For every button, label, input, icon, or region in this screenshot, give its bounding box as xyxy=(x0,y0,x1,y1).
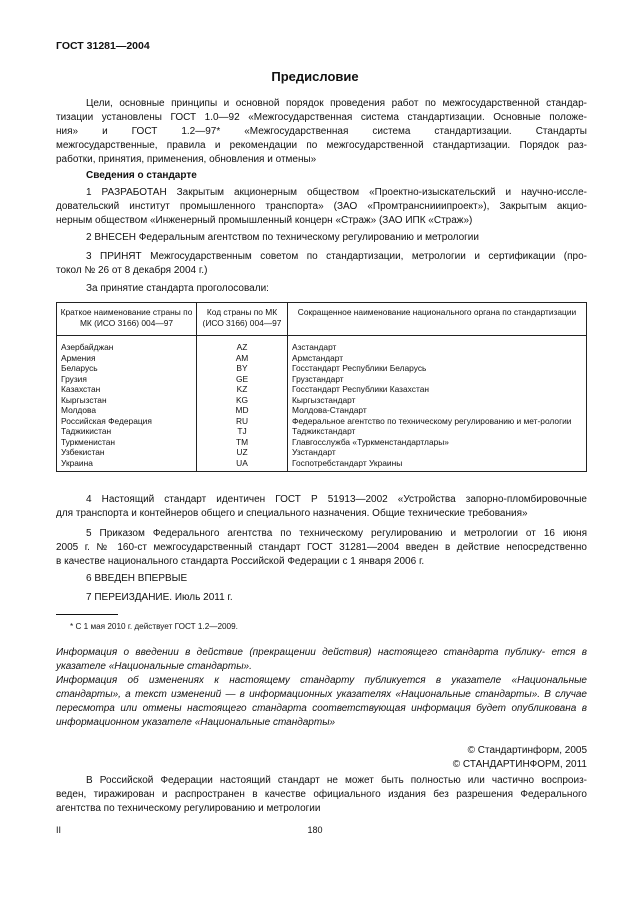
column-header-body: Сокращенное наименование национального органа по стандартизации xyxy=(288,303,587,336)
item-1-line: 1 РАЗРАБОТАН Закрытым акционерным обществом «Проектно-изыскательский и научно-иссле- xyxy=(86,187,587,198)
intro-line: межгосударственные, правила и рекомендации по межгосударственной стандартизации. Порядок раз- xyxy=(56,140,587,151)
item-3-line: 3 ПРИНЯТ Межгосударственным советом по стандартизации, метрологии и сертификации (про- xyxy=(86,251,587,262)
table-row xyxy=(57,384,587,395)
legal-line: агентства по техническому регулированию и метрологии xyxy=(56,803,321,814)
cell-country: Украина xyxy=(57,458,197,472)
cell-body: Кыргызстандарт xyxy=(288,395,587,406)
cell-country: Узбекистан xyxy=(57,447,197,458)
document-id-header: ГОСТ 31281—2004 xyxy=(56,40,150,52)
cell-code: TM xyxy=(197,437,288,448)
notice-introduction xyxy=(56,646,587,674)
cell-code: TJ xyxy=(197,426,288,437)
cell-country: Азербайджан xyxy=(57,336,197,353)
footnote: * С 1 мая 2010 г. действует ГОСТ 1.2—2009. xyxy=(70,622,238,631)
cell-body: Грузстандарт xyxy=(288,374,587,385)
cell-body: Узстандарт xyxy=(288,447,587,458)
table-row xyxy=(57,336,587,353)
table-row xyxy=(57,447,587,458)
info-heading: Сведения о стандарте xyxy=(86,170,197,181)
cell-code: RU xyxy=(197,416,288,427)
item-2-paragraph: 2 ВНЕСЕН Федеральным агентством по техническому регулированию и метрологии xyxy=(86,232,479,243)
legal-line: веден, тиражирован и распространен в качестве официального издания без разрешения Федерального xyxy=(56,789,587,800)
table-row xyxy=(57,458,587,472)
voting-table xyxy=(56,302,587,472)
cell-code: KZ xyxy=(197,384,288,395)
table-row xyxy=(57,405,587,416)
cell-code: BY xyxy=(197,363,288,374)
column-header-code: Код страны по МК (ИСО 3166) 004—97 xyxy=(197,303,288,336)
cell-country: Таджикистан xyxy=(57,426,197,437)
cell-country: Российская Федерация xyxy=(57,416,197,427)
cell-country: Казахстан xyxy=(57,384,197,395)
cell-code: AM xyxy=(197,353,288,364)
item-4-line: 4 Настоящий стандарт идентичен ГОСТ Р 51913—2002 «Устройства запорно-пломбировочные xyxy=(86,494,587,505)
notice-line: стандарты», а текст изменений — в информационных указателях «Национальные стандарты». xyxy=(56,689,541,700)
intro-line: Цели, основные принципы и основной порядок проведения работ по межгосударственной стандар- xyxy=(86,98,587,109)
table-row xyxy=(57,374,587,385)
cell-country: Грузия xyxy=(57,374,197,385)
notice-changes xyxy=(56,674,587,730)
notice-line: В случае пересмотра или отмены настоящего стандарта соответствующая информация будет xyxy=(56,689,587,714)
cell-body: Федеральное агентство по техническому регулированию и мет-рологии xyxy=(288,416,587,427)
copyright-line: © Стандартинформ, 2005 xyxy=(467,745,587,756)
cell-country: Молдова xyxy=(57,405,197,416)
item-3-line: токол № 26 от 8 декабря 2004 г.) xyxy=(56,265,208,276)
voted-label: За принятие стандарта проголосовали: xyxy=(86,283,269,294)
cell-body: Главгосслужба «Туркменстандартлары» xyxy=(288,437,587,448)
item-5-line: 2005 г. № 160-ст межгосударственный стандарт ГОСТ 31281—2004 введен в действие непосредственно xyxy=(56,542,587,553)
table-row xyxy=(57,363,587,374)
legal-paragraph xyxy=(56,774,587,816)
intro-line: работки, принятия, применения, обновления и отмены» xyxy=(56,154,317,165)
cell-body: Таджикстандарт xyxy=(288,426,587,437)
item-5-line: 5 Приказом Федерального агентства по техническому регулированию и метрологии от 16 июня xyxy=(86,528,587,539)
copyright-block xyxy=(453,744,587,772)
item-4-paragraph xyxy=(56,493,587,521)
cell-body: Армстандарт xyxy=(288,353,587,364)
item-5-line: в качестве национального стандарта Российской Федерации с 1 января 2006 г. xyxy=(56,556,425,567)
cell-code: AZ xyxy=(197,336,288,353)
cell-code: KG xyxy=(197,395,288,406)
column-header-country: Краткое наименование страны по МК (ИСО 3166) 004—97 xyxy=(57,303,197,336)
table-row xyxy=(57,395,587,406)
item-1-line: нерным обществом «Инженерный промышленный концерн «Страж» (ЗАО ИПК «Страж») xyxy=(56,215,473,226)
cell-country: Кыргызстан xyxy=(57,395,197,406)
table-header-row xyxy=(57,303,587,336)
cell-code: GE xyxy=(197,374,288,385)
item-6-paragraph: 6 ВВЕДЕН ВПЕРВЫЕ xyxy=(86,573,188,584)
cell-country: Армения xyxy=(57,353,197,364)
footnote-rule xyxy=(56,614,118,615)
notice-line: Информация о введении в действие (прекращении действия) настоящего стандарта публику- xyxy=(56,647,546,658)
item-5-paragraph xyxy=(56,527,587,569)
cell-body: Госстандарт Республики Беларусь xyxy=(288,363,587,374)
legal-line: В Российской Федерации настоящий стандарт не может быть полностью или частично воспроиз- xyxy=(86,775,587,786)
intro-line: тизации установлены ГОСТ 1.0—92 «Межгосударственная система стандартизации. Основные положе- xyxy=(56,112,587,123)
notice-line: опубликована в информационном указателе «Национальные стандарты» xyxy=(56,703,587,728)
cell-code: UZ xyxy=(197,447,288,458)
item-1-paragraph xyxy=(56,186,587,228)
item-1-line: довательский институт промышленного транспорта» (ЗАО «Промтранснииипроект»), Закрытым акцио- xyxy=(56,201,587,212)
cell-body: Госстандарт Республики Казахстан xyxy=(288,384,587,395)
copyright-line: © СТАНДАРТИНФОРМ, 2011 xyxy=(452,759,587,770)
page-number: 180 xyxy=(307,825,323,835)
table-row xyxy=(57,437,587,448)
cell-country: Беларусь xyxy=(57,363,197,374)
notice-line: ется в указателе «Национальные стандарты». xyxy=(56,647,588,672)
intro-line: ния» и ГОСТ 1.2—97* «Межгосударственная система стандартизации. Стандарты xyxy=(56,126,587,137)
table-row xyxy=(57,426,587,437)
cell-body: Азстандарт xyxy=(288,336,587,353)
page-title: Предисловие xyxy=(271,69,359,84)
item-3-paragraph xyxy=(56,250,587,278)
cell-country: Туркменистан xyxy=(57,437,197,448)
table-row xyxy=(57,416,587,427)
intro-paragraph xyxy=(56,97,587,167)
table-row xyxy=(57,353,587,364)
item-4-line: для транспорта и контейнеров общего и специального назначения. Общие технические требования» xyxy=(56,508,528,519)
roman-page-number: II xyxy=(56,825,62,835)
item-7-paragraph: 7 ПЕРЕИЗДАНИЕ. Июль 2011 г. xyxy=(86,592,233,603)
cell-code: MD xyxy=(197,405,288,416)
cell-code: UA xyxy=(197,458,288,472)
notice-line: Информация об изменениях к настоящему стандарту публикуется в указателе «Национальные xyxy=(56,675,587,686)
cell-body: Госпотребстандарт Украины xyxy=(288,458,587,472)
cell-body: Молдова-Стандарт xyxy=(288,405,587,416)
